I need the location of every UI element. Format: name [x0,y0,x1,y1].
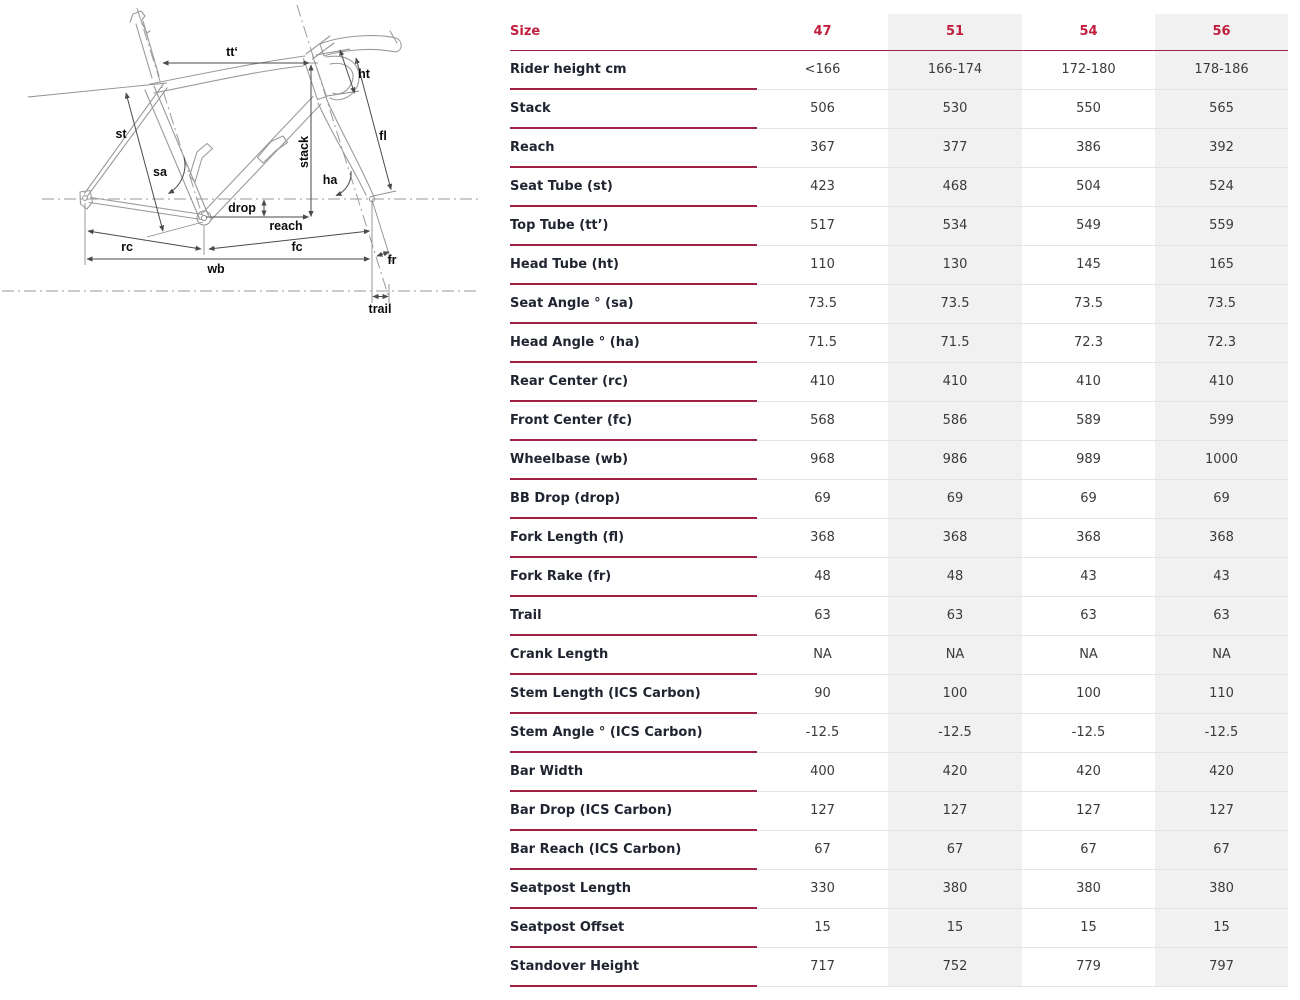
cell-value: 43 [1022,557,1155,596]
cell-value: 90 [757,674,888,713]
cell-value: 504 [1022,167,1155,206]
hood-shape [320,36,401,56]
cell-value: 67 [757,830,888,869]
dim-seat-angle-arc [169,157,185,194]
dim-label-front-center: fc [291,240,303,254]
table-row [510,752,1288,791]
cell-value: 67 [1022,830,1155,869]
centerlines [2,5,478,298]
row-label: Fork Rake (fr) [510,557,757,596]
cell-value: 368 [888,518,1022,557]
cell-value: 72.3 [1022,323,1155,362]
table-row [510,908,1288,947]
cell-value: 986 [888,440,1022,479]
cell-value: 63 [757,596,888,635]
table-row [510,284,1288,323]
dim-label-top-tube: tt‘ [226,45,238,59]
cell-value: 565 [1155,89,1288,128]
cell-value: 69 [1155,479,1288,518]
table-row [510,830,1288,869]
row-label: Rear Center (rc) [510,362,757,401]
rear-axle [83,196,88,201]
cell-value: 717 [757,947,888,986]
dim-front-center [209,231,370,249]
cell-value: 550 [1022,89,1155,128]
cell-value: 63 [1022,596,1155,635]
row-label: Seatpost Offset [510,908,757,947]
cell-value: 968 [757,440,888,479]
dim-label-rear-center: rc [121,240,133,254]
cell-value: 410 [757,362,888,401]
table-row [510,479,1288,518]
cell-value: 752 [888,947,1022,986]
cell-value: 380 [1022,869,1155,908]
cell-value: 420 [888,752,1022,791]
row-label: Seat Tube (st) [510,167,757,206]
cell-value: 468 [888,167,1022,206]
cell-value: -12.5 [1022,713,1155,752]
cell-value: 172-180 [1022,50,1155,89]
cell-value: 48 [888,557,1022,596]
table-row [510,401,1288,440]
cell-value: 524 [1155,167,1288,206]
cell-value: 367 [757,128,888,167]
table-row [510,518,1288,557]
seat-tube-edge [154,86,209,216]
cell-value: 380 [888,869,1022,908]
row-label: Stem Angle ° (ICS Carbon) [510,713,757,752]
size-col-header-51: 51 [888,14,1022,50]
cell-value: 420 [1155,752,1288,791]
row-label: BB Drop (drop) [510,479,757,518]
dim-head-angle-arc [336,171,351,196]
dim-label-seat-tube: st [115,127,127,141]
cell-value: 127 [888,791,1022,830]
cell-value: 43 [1155,557,1288,596]
bike-frame-drawing [0,0,500,330]
row-label: Standover Height [510,947,757,986]
cell-value: 15 [1022,908,1155,947]
cell-value: 71.5 [757,323,888,362]
dim-label-bb-drop: drop [228,201,256,215]
cell-value: 69 [888,479,1022,518]
cell-value: 517 [757,206,888,245]
size-col-header-54: 54 [1022,14,1155,50]
cell-value: 15 [888,908,1022,947]
cell-value: NA [757,635,888,674]
cell-value: 559 [1155,206,1288,245]
cell-value: 73.5 [1155,284,1288,323]
table-row [510,245,1288,284]
bottle-boss-seat-tube [190,144,213,183]
row-label: Bar Reach (ICS Carbon) [510,830,757,869]
dim-label-trail: trail [368,302,392,316]
table-row [510,713,1288,752]
cell-value: 73.5 [1022,284,1155,323]
cell-value: NA [1155,635,1288,674]
cell-value: 989 [1022,440,1155,479]
seatpost-edge [136,24,152,78]
size-header-label: Size [510,14,757,50]
cell-value: 100 [1022,674,1155,713]
cell-value: 69 [757,479,888,518]
cell-value: 67 [888,830,1022,869]
cell-value: 506 [757,89,888,128]
row-label: Reach [510,128,757,167]
row-label: Head Angle ° (ha) [510,323,757,362]
row-label: Rider height cm [510,50,757,89]
cell-value: 586 [888,401,1022,440]
geometry-table [510,14,1288,987]
cell-value: 410 [1022,362,1155,401]
cell-value: 549 [1022,206,1155,245]
cell-value: 127 [757,791,888,830]
dim-label-seat-angle: sa [153,165,167,179]
row-label: Stack [510,89,757,128]
table-row [510,674,1288,713]
table-row [510,791,1288,830]
cell-value: 392 [1155,128,1288,167]
cell-value: 797 [1155,947,1288,986]
cell-value: 599 [1155,401,1288,440]
row-label: Crank Length [510,635,757,674]
table-row [510,206,1288,245]
cell-value: 110 [1155,674,1288,713]
table-row [510,362,1288,401]
dim-label-stack: stack [297,136,311,168]
cell-value: 71.5 [888,323,1022,362]
cell-value: 178-186 [1155,50,1288,89]
cell-value: 377 [888,128,1022,167]
cell-value: -12.5 [757,713,888,752]
row-label: Front Center (fc) [510,401,757,440]
table-row [510,440,1288,479]
size-col-header-56: 56 [1155,14,1288,50]
table-row [510,128,1288,167]
dim-label-fork-rake: fr [387,253,397,267]
cell-value: 166-174 [888,50,1022,89]
cell-value: NA [1022,635,1155,674]
cell-value: 400 [757,752,888,791]
cell-value: 568 [757,401,888,440]
cell-value: 589 [1022,401,1155,440]
cell-value: 779 [1022,947,1155,986]
table-header-row [510,14,1288,50]
table-row [510,167,1288,206]
cell-value: 530 [888,89,1022,128]
dim-label-head-tube: ht [358,67,370,81]
row-label: Head Tube (ht) [510,245,757,284]
dim-rear-center [88,231,201,249]
dim-label-fork-length: fl [379,129,387,143]
cell-value: 330 [757,869,888,908]
cell-value: -12.5 [888,713,1022,752]
table-row [510,557,1288,596]
dim-label-reach: reach [269,219,303,233]
cell-value: 165 [1155,245,1288,284]
cell-value: NA [888,635,1022,674]
row-label: Bar Drop (ICS Carbon) [510,791,757,830]
cell-value: 368 [1022,518,1155,557]
bottom-bracket-center [201,215,206,220]
table-row [510,89,1288,128]
cell-value: 48 [757,557,888,596]
stem-edge [306,36,330,54]
frame-diagram [0,0,500,330]
cell-value: 410 [1155,362,1288,401]
table-row [510,635,1288,674]
table-row [510,869,1288,908]
frame-outline [80,11,401,225]
cell-value: 380 [1155,869,1288,908]
cell-value: 100 [888,674,1022,713]
row-label: Stem Length (ICS Carbon) [510,674,757,713]
cell-value: 15 [1155,908,1288,947]
row-label: Bar Width [510,752,757,791]
dim-label-wheelbase: wb [207,262,225,276]
table-row [510,323,1288,362]
row-label: Wheelbase (wb) [510,440,757,479]
cell-value: 420 [1022,752,1155,791]
cell-value: 423 [757,167,888,206]
cell-value: 127 [1022,791,1155,830]
cell-value: 67 [1155,830,1288,869]
cell-value: 127 [1155,791,1288,830]
dimension-lines [87,50,391,297]
table-row [510,596,1288,635]
cell-value: 73.5 [757,284,888,323]
cell-value: 368 [757,518,888,557]
row-label: Top Tube (tt’) [510,206,757,245]
cell-value: -12.5 [1155,713,1288,752]
chain-stay [91,198,203,215]
cell-value: 63 [1155,596,1288,635]
cell-value: 15 [757,908,888,947]
row-label: Fork Length (fl) [510,518,757,557]
cell-value: 368 [1155,518,1288,557]
saddle-clamp [130,11,150,33]
cell-value: 110 [757,245,888,284]
dim-label-head-angle: ha [322,173,338,187]
cell-value: 69 [1022,479,1155,518]
top-tube-edge [154,66,303,93]
cell-value: 72.3 [1155,323,1288,362]
cell-value: 534 [888,206,1022,245]
cell-value: 386 [1022,128,1155,167]
row-label: Seat Angle ° (sa) [510,284,757,323]
cell-value: 145 [1022,245,1155,284]
top-tube-edge [150,56,305,84]
cell-value: 63 [888,596,1022,635]
cell-value: 410 [888,362,1022,401]
seat-stay [88,88,168,196]
cell-value: 73.5 [888,284,1022,323]
table-row [510,50,1288,89]
head-tube-crown [318,97,327,100]
size-col-header-47: 47 [757,14,888,50]
cell-value: <166 [757,50,888,89]
cell-value: 1000 [1155,440,1288,479]
chain-stay [90,203,202,220]
cell-value: 130 [888,245,1022,284]
seatpost-edge [143,21,159,76]
table-row [510,947,1288,986]
row-label: Seatpost Length [510,869,757,908]
row-label: Trail [510,596,757,635]
